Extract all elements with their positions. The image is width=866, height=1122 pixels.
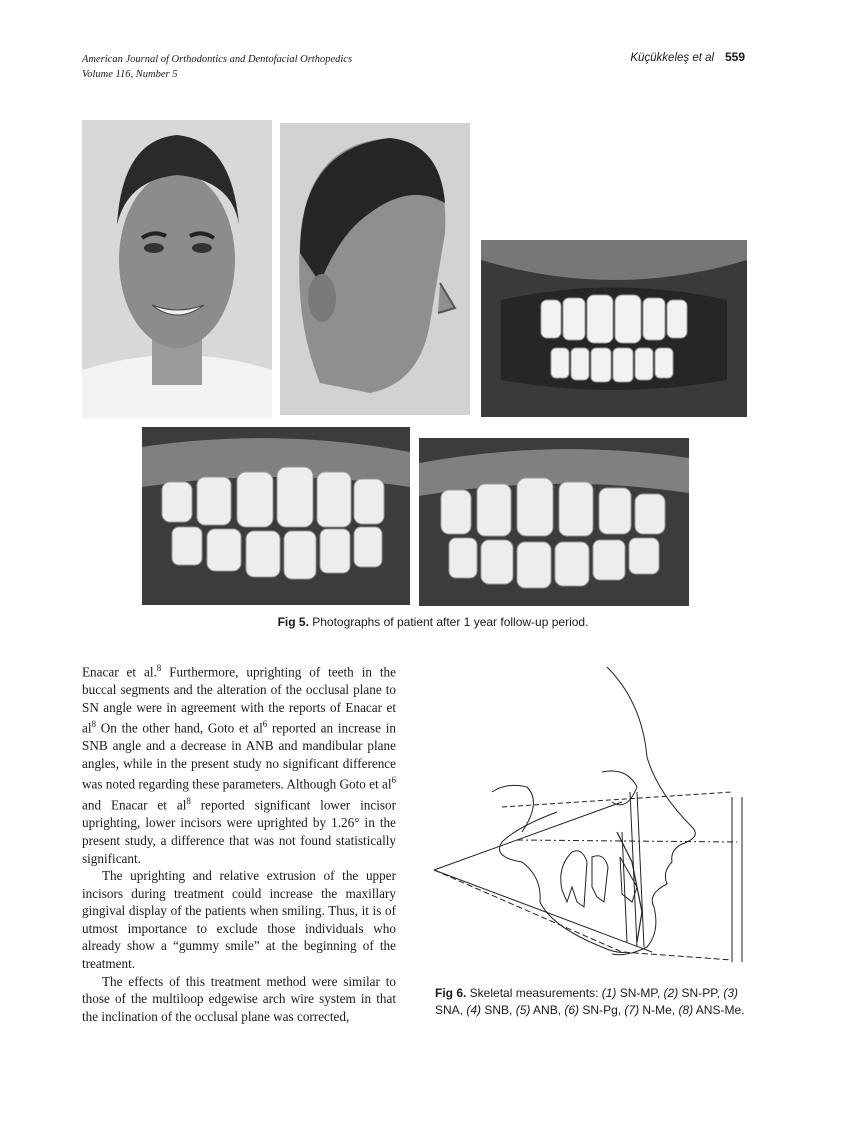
measure-number: (2) bbox=[663, 986, 679, 1000]
p1-part-a: Enacar et al. bbox=[82, 664, 157, 680]
measure-number: (8) bbox=[678, 1003, 694, 1017]
measure-label: N-Me, bbox=[639, 1003, 679, 1017]
profile-face-photo bbox=[280, 123, 470, 415]
reference-8: 8 bbox=[91, 719, 97, 730]
running-header-right bbox=[630, 50, 745, 64]
measure-label: SNB, bbox=[481, 1003, 516, 1017]
p1-part-f: reported significant lower incisor uprighting, lower incisors were uprighted by 1.26° in the present study, a difference that was not found statistically significant. bbox=[82, 797, 396, 866]
measure-label: SN-MP, bbox=[616, 986, 664, 1000]
figure-5-label: Fig 5. bbox=[277, 615, 309, 629]
measure-label: SNA, bbox=[435, 1003, 467, 1017]
measure-label: SN-Pg, bbox=[579, 1003, 625, 1017]
p1-part-d: reported an increase in SNB angle and a decrease in ANB and mandibular plane angles, while in the present study no significant difference was noted regarding these parameters. Although Goto et al bbox=[82, 720, 396, 792]
cephalometric-tracing-figure bbox=[432, 662, 747, 972]
right-buccal-intraoral-photo bbox=[142, 427, 410, 605]
page-number: 559 bbox=[724, 50, 745, 64]
p1-part-b: Furthermore, uprighting of teeth in the buccal segments and the alteration of the occlusal plane to SN angle were in agreement with the reports of Enacar et al bbox=[82, 664, 396, 736]
figure-6-label: Fig 6. bbox=[435, 986, 467, 1000]
reference-8: 8 bbox=[156, 663, 162, 673]
paragraph-2: The uprighting and relative extrusion of the upper incisors during treatment could increase the maxillary gingival display of the patients when smiling. Thus, it is of utmost importance to exclude those individuals who already show a “gummy smile” at the beginning of the treatment. bbox=[82, 868, 396, 972]
journal-volume: Volume 116, Number 5 bbox=[82, 69, 178, 80]
measure-number: (3) bbox=[723, 986, 739, 1000]
p1-part-c: On the other hand, Goto et al bbox=[96, 720, 263, 736]
left-buccal-intraoral-photo bbox=[419, 438, 689, 606]
reference-8: 8 bbox=[186, 796, 191, 807]
running-authors: Küçükkeleş et al bbox=[630, 52, 715, 64]
measure-number: (6) bbox=[564, 1003, 580, 1017]
frontal-intraoral-photo bbox=[481, 240, 747, 417]
running-header-left bbox=[82, 52, 352, 82]
figure-5-caption bbox=[0, 615, 866, 629]
measure-label: SN-PP, bbox=[678, 986, 724, 1000]
measure-number: (4) bbox=[466, 1003, 482, 1017]
paragraph-3: The effects of this treatment method were similar to those of the multiloop edgewise arch wire system in that the inclination of the occlusal plane was corrected, bbox=[82, 973, 396, 1024]
measure-number: (7) bbox=[624, 1003, 640, 1017]
reference-6: 6 bbox=[391, 775, 396, 786]
reference-6: 6 bbox=[262, 719, 268, 730]
measure-label: ANB, bbox=[530, 1003, 565, 1017]
figure-6-caption-intro: Skeletal measurements: bbox=[466, 986, 602, 1000]
measure-label: ANS-Me. bbox=[693, 1003, 745, 1017]
measure-number: (1) bbox=[601, 986, 617, 1000]
journal-title: American Journal of Orthodontics and Dentofacial Orthopedics bbox=[82, 54, 353, 65]
paragraph-1 bbox=[82, 660, 396, 867]
figure-5-caption-text: Photographs of patient after 1 year follow-up period. bbox=[312, 615, 589, 629]
measure-number: (5) bbox=[515, 1003, 531, 1017]
frontal-face-photo bbox=[82, 120, 272, 418]
body-text-column bbox=[82, 660, 396, 1025]
figure-6-caption bbox=[435, 985, 753, 1019]
p1-part-e: and Enacar et al bbox=[82, 797, 187, 813]
